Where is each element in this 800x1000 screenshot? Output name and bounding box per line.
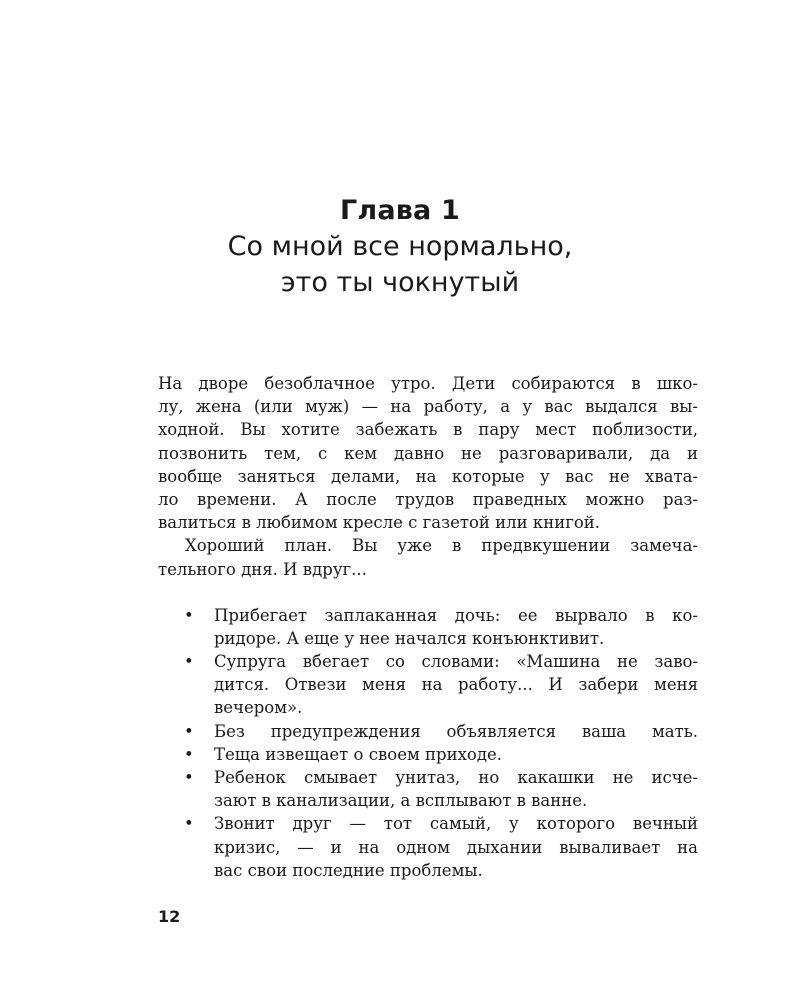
bullet-icon: • (184, 652, 194, 672)
bullet-icon: • (184, 605, 194, 625)
text-line: кризис, — и на одном дыхании вываливает на (214, 837, 698, 857)
text-line: вообще заняться делами, на которые у вас не хвата- (158, 466, 698, 486)
bullet-icon: • (184, 744, 194, 764)
text-line: Прибегает заплаканная дочь: ее вырвало в ко- (214, 605, 698, 625)
body-text (158, 372, 698, 882)
chapter-label: Глава 1 (339, 195, 461, 226)
text-line: дится. Отвези меня на работу... И забери меня (214, 675, 698, 695)
list-item (158, 650, 698, 720)
text-line: вас свои последние проблемы. (214, 860, 483, 880)
text-line: ридоре. А еще у нее начался конъюнктивит. (214, 628, 605, 648)
chapter-title-line-1: Со мной все нормально, (227, 231, 573, 262)
bullet-icon: • (184, 721, 194, 741)
text-line: зают в канализации, а всплывают в ванне. (214, 791, 588, 811)
text-line: вечером». (214, 698, 303, 718)
list-item (158, 766, 698, 812)
text-line: валиться в любимом кресле с газетой или книгой. (158, 513, 601, 533)
text-line: позвонить тем, с кем давно не разговаривали, да и (158, 443, 698, 463)
list-item (158, 743, 698, 766)
text-line: На дворе безоблачное утро. Дети собираются в шко- (158, 374, 698, 393)
list-item (158, 604, 698, 650)
list-item (158, 812, 698, 882)
paragraph-2 (158, 534, 698, 580)
text-line: ло времени. А после трудов праведных можно раз- (158, 489, 698, 509)
text-line: Теща извещает о своем приходе. (214, 744, 503, 764)
text-line: лу, жена (или муж) — на работу, а у вас выдался вы- (158, 397, 698, 417)
page-number: 12 (158, 907, 181, 926)
text-line: ходной. Вы хотите забежать в пару мест поблизости, (158, 420, 698, 440)
text-line: Хороший план. Вы уже в предвкушении замеча- (185, 536, 698, 556)
chapter-heading (0, 194, 800, 300)
text-line: Супруга вбегает со словами: «Машина не заво- (214, 652, 698, 672)
list-item (158, 720, 698, 743)
paragraph-1 (158, 372, 698, 534)
text-line: тельного дня. И вдруг... (158, 559, 367, 579)
bullet-icon: • (184, 768, 194, 787)
text-line: Без предупреждения объявляется ваша мать. (214, 721, 698, 741)
bullet-list (158, 604, 698, 882)
text-line: Ребенок смывает унитаз, но какашки не исче- (214, 768, 698, 787)
bullet-icon: • (184, 814, 194, 834)
text-line: Звонит друг — тот самый, у которого вечный (214, 814, 698, 834)
chapter-title-line-2: это ты чокнутый (280, 267, 520, 298)
